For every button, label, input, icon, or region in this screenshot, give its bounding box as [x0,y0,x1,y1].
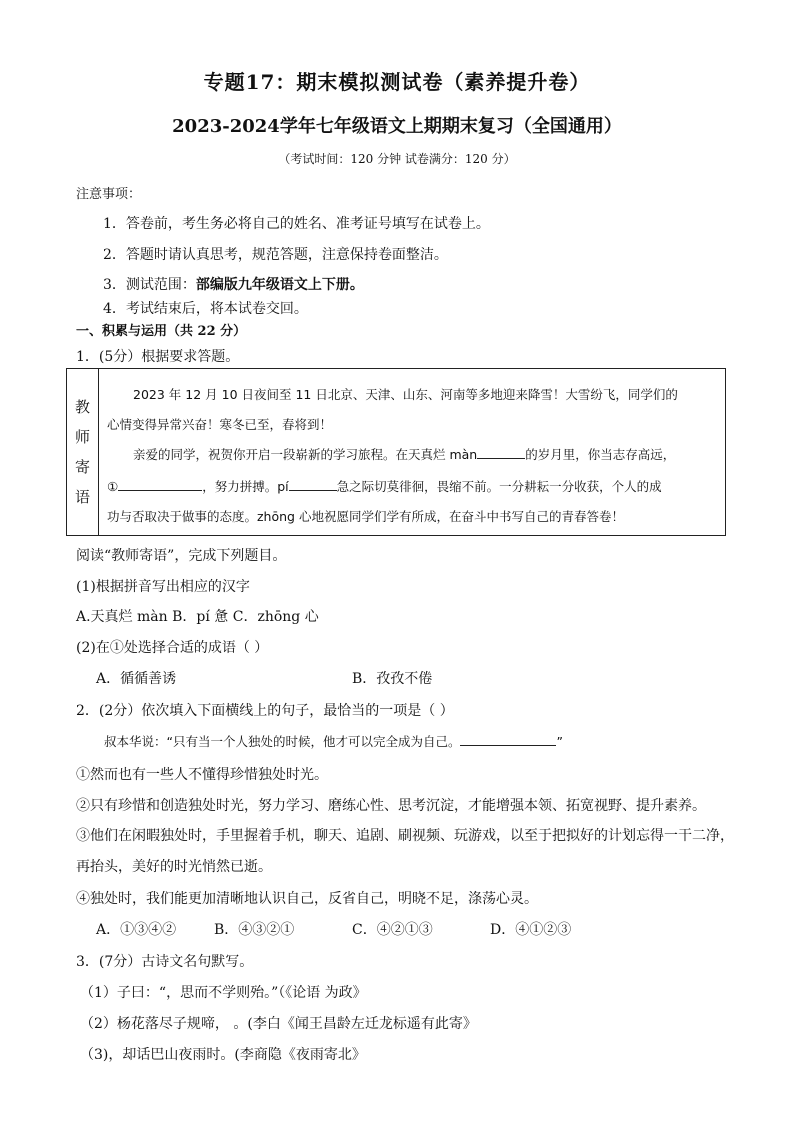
message-line-3 [133,445,675,463]
question-3-stem: 3．(7分）古诗文名句默写。 [76,954,254,970]
subquestion-2: (2)在①处选择合适的成语（ ） [76,640,269,656]
section-heading: 一、积累与运用（共 22 分） [76,324,247,339]
notice-item-4: 4．考试结束后，将本试卷交回。 [103,301,308,317]
label-char: 寄 [74,458,90,476]
message-line-5: 功与否取决于做事的态度。zhōng 心地祝愿同学们学有所成，在奋斗中书写自己的青春答卷！ [107,509,624,524]
question-2-quote [104,732,563,750]
notice-heading: 注意事项： [76,187,142,202]
blank-marker-1: ① [107,479,119,494]
message-line-4-end: 急之际切莫徘徊，畏缩不前。一分耕耘一分收获，个人的成 [336,479,662,494]
sentence-2: ②只有珍惜和创造独处时光，努力学习、磨练心性、思考沉淀，才能增强本领、拓宽视野、提升素养。 [76,798,706,814]
message-line-3-end: 的岁月里，你当志存高远， [525,447,676,462]
question-2-stem: 2．(2分）依次填入下面横线上的句子，最恰当的一项是（ ） [76,703,454,719]
exam-info: （考试时间：120 分钟 试卷满分：120 分） [278,152,516,166]
blank-pi[interactable] [289,478,337,491]
label-char: 教 [74,398,90,416]
poem-item-2: （2）杨花落尽子规啼， 。(李白《闻王昌龄左迁龙标遥有此寄》 [80,1016,477,1032]
choice-a[interactable]: A．①③④② [96,922,177,938]
subquestion-1-items: A.天真烂 màn B．pí 惫 C．zhōng 心 [76,609,319,625]
message-line-3-text: 亲爱的同学，祝贺你开启一段崭新的学习旅程。在天真烂 màn [133,447,478,462]
notice-item-3-scope: 部编版九年级语文上下册。 [195,277,364,293]
page-subtitle: 2023-2024学年七年级语文上期期末复习（全国通用） [172,116,622,137]
poem-item-3: （3)，却话巴山夜雨时。(李商隐《夜雨寄北》 [80,1047,366,1063]
message-line-1: 2023 年 12 月 10 日夜间至 11 日北京、天津、山东、河南等多地迎来降雪！大雪纷飞，同学们的 [133,387,678,402]
poem-item-1: （1）子曰：“，思而不学则殆。”（《论语 为政》 [80,985,367,1001]
notice-item-1: 1．答卷前，考生务必将自己的姓名、准考证号填写在试卷上。 [103,216,490,232]
choice-d[interactable]: D．④①②③ [490,922,572,938]
option-b[interactable]: B．孜孜不倦 [352,671,433,687]
sentence-3-cont: 再抬头，美好的时光悄然已逝。 [76,859,272,875]
message-line-4 [107,477,662,495]
label-char: 语 [74,488,90,506]
choice-c[interactable]: C．④②①③ [352,922,433,938]
teacher-message-label [67,369,99,535]
choice-b[interactable]: B．④③②① [214,922,295,938]
quote-end: ” [556,734,563,749]
sentence-4: ④独处时，我们能更加清晰地认识自己，反省自己，明晓不足，涤荡心灵。 [76,891,538,907]
message-line-4-mid: ，努力拼搏。pí [202,479,289,494]
sentence-1: ①然而也有一些人不懂得珍惜独处时光。 [76,767,328,783]
quote-blank[interactable] [460,733,556,746]
page-title: 专题17：期末模拟测试卷（素养提升卷） [203,70,591,94]
sentence-3: ③他们在闲暇独处时，手里握着手机，聊天、追剧、刷视频、玩游戏，以至于把拟好的计划忘得一干二净， [76,828,734,844]
blank-idiom[interactable] [118,478,202,491]
notice-item-2: 2．答题时请认真思考，规范答题，注意保持卷面整洁。 [103,247,448,263]
question-1-stem: 1．(5分）根据要求答题。 [76,349,240,365]
notice-item-3-prefix: 3．测试范围： [103,277,196,293]
read-prompt: 阅读“教师寄语”，完成下列题目。 [76,548,287,564]
blank-man[interactable] [477,446,525,459]
teacher-message-box [66,368,726,536]
option-a[interactable]: A．循循善诱 [96,671,177,687]
message-line-2: 心情变得异常兴奋！寒冬已至，春将到！ [107,417,333,432]
notice-item-3 [103,274,364,294]
subquestion-1: (1)根据拼音写出相应的汉字 [76,579,250,595]
quote-text: 叔本华说：“只有当一个人独处的时候，他才可以完全成为自己。 [104,734,461,749]
label-char: 师 [74,428,90,446]
